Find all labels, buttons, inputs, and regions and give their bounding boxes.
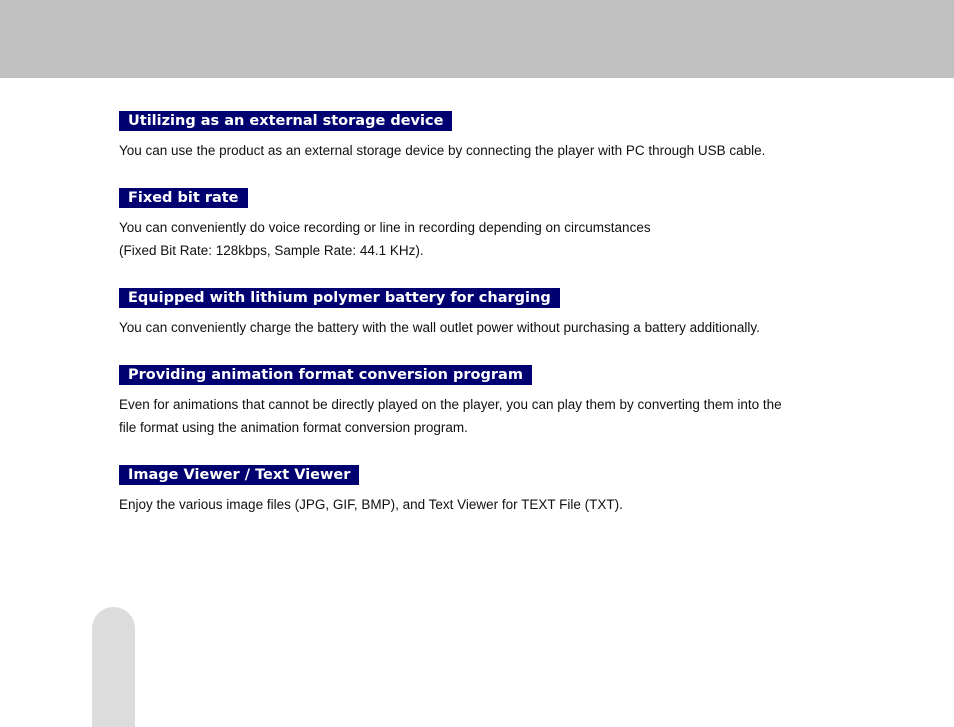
body-line: file format using the animation format conversion program. [119, 420, 468, 435]
section-heading: Fixed bit rate [119, 188, 248, 208]
body-line: You can use the product as an external storage device by connecting the player with PC through USB cable. [119, 143, 766, 158]
section-body [119, 139, 829, 162]
body-line: Even for animations that cannot be directly played on the player, you can play them by converting them into the [119, 397, 782, 412]
section-body [119, 316, 829, 339]
section-body [119, 493, 829, 516]
section-external-storage [119, 110, 829, 162]
section-heading: Equipped with lithium polymer battery for charging [119, 288, 560, 308]
section-image-text-viewer [119, 464, 829, 516]
section-heading: Providing animation format conversion program [119, 365, 532, 385]
header-band [0, 0, 954, 78]
section-battery [119, 287, 829, 339]
body-line: You can conveniently charge the battery with the wall outlet power without purchasing a battery additionally. [119, 320, 760, 335]
section-body [119, 393, 829, 439]
section-fixed-bit-rate [119, 187, 829, 262]
section-body [119, 216, 829, 262]
page-number-tab [92, 607, 135, 727]
section-heading: Image Viewer / Text Viewer [119, 465, 359, 485]
body-line: Enjoy the various image files (JPG, GIF, BMP), and Text Viewer for TEXT File (TXT). [119, 497, 623, 512]
body-line: You can conveniently do voice recording or line in recording depending on circumstances [119, 220, 651, 235]
section-animation-conversion [119, 364, 829, 439]
body-line: (Fixed Bit Rate: 128kbps, Sample Rate: 44.1 KHz). [119, 243, 424, 258]
section-heading: Utilizing as an external storage device [119, 111, 452, 131]
